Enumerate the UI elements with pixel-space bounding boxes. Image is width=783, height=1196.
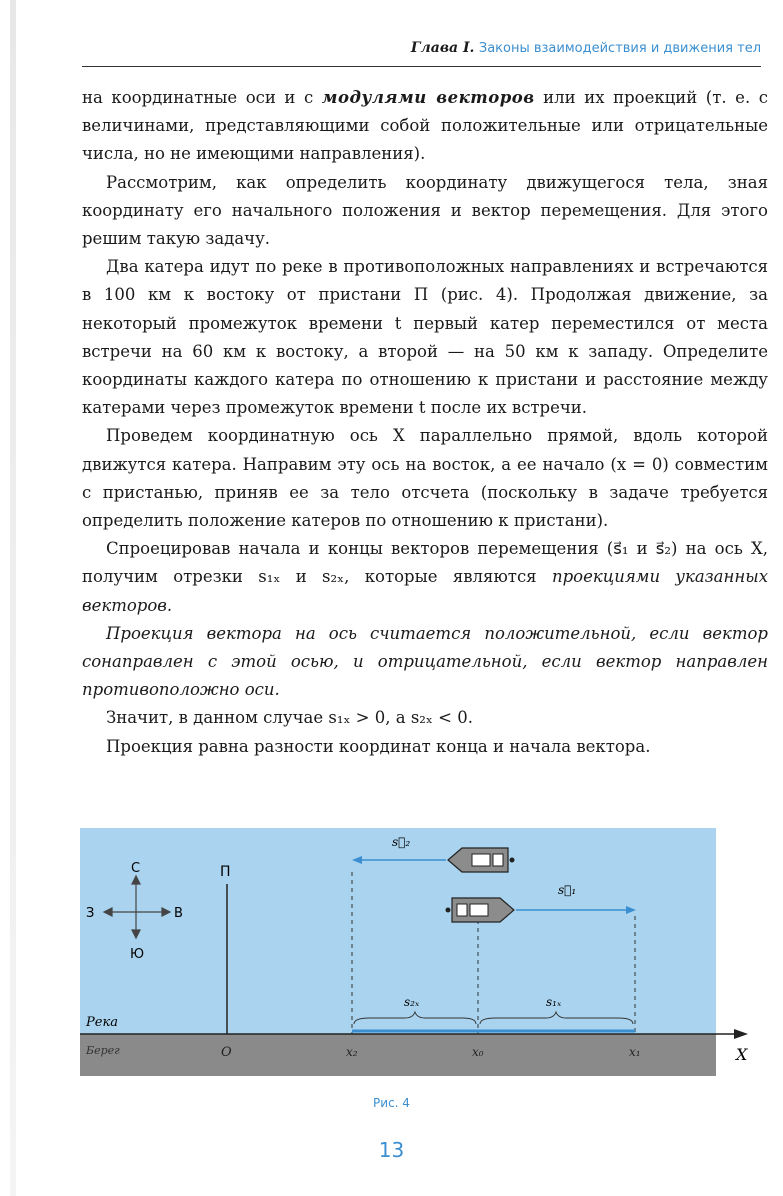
boat-2 [448, 848, 515, 872]
running-header [82, 40, 761, 67]
x-axis-arrow [734, 1029, 748, 1039]
x2-label: x₂ [346, 1045, 358, 1059]
chapter-title: Законы взаимодействия и движения тел [478, 41, 761, 56]
compass-north-label: С [131, 861, 141, 876]
chapter-number: Глава I. [410, 40, 475, 56]
p1-emphasis: модулями векторов [321, 88, 535, 107]
paragraph-7: Значит, в данном случае s₁ₓ > 0, а s₂ₓ < 0. [106, 708, 473, 728]
p1-text-b: или их проекций (т. е. с величинами, представляющими собой положительные или отрицательные числа, но не имеющими направления). [82, 88, 768, 164]
x1-label: x₁ [629, 1045, 641, 1059]
p1-text-a: на координатные оси и с [82, 88, 322, 107]
s1-label: s⃗₁ [558, 883, 577, 897]
page-number: 13 [378, 1138, 405, 1162]
x-axis-label: X [736, 1045, 748, 1064]
figure-4 [80, 828, 770, 1078]
s2x-label: s₂ₓ [404, 995, 420, 1009]
body-text [82, 84, 768, 761]
paragraph-4: Проведем координатную ось X параллельно прямой, вдоль которой движутся катера. Направим эту ось на восток, а ее начало (x = 0) совместим с пристанью, приняв ее за тело отсчета (поскольку в задаче требуется определить положение катеров по отношению к пристани). [82, 426, 768, 531]
shore-area [80, 1034, 716, 1076]
x0-label: x₀ [472, 1045, 484, 1059]
paragraph-3: Два катера идут по реке в противоположных направлениях и встречаются в 100 км к востоку от пристани П (рис. 4). Продолжая движение, за некоторый промежуток времени t первый катер переместился от места встречи на 60 км к востоку, а второй — на 50 км к западу. Определите координаты каждого катера по отношению к пристани и расстояние между катерами через промежуток времени t после их встречи. [82, 257, 768, 418]
s1x-label: s₁ₓ [546, 995, 562, 1009]
river-label: Река [86, 1015, 118, 1030]
compass-west-label: З [86, 906, 95, 921]
paragraph-6-definition: Проекция вектора на ось считается положительной, если вектор сонаправлен с этой осью, и отрицательной, если вектор направлен противоположно оси. [82, 623, 768, 700]
river-area [80, 828, 716, 1034]
p5-text: Спроецировав начала и концы векторов перемещения (s⃗₁ и s⃗₂) на ось X, получим отрезки s₁ₓ и s₂ₓ, которые являются [82, 539, 768, 587]
origin-label: O [221, 1045, 232, 1060]
compass-south-label: Ю [130, 947, 145, 962]
boat-1 [446, 898, 515, 922]
s2-label: s⃗₂ [392, 835, 411, 849]
figure-caption: Рис. 4 [373, 1096, 410, 1110]
page-edge-shadow [10, 0, 16, 1196]
shore-label: Берег [86, 1044, 120, 1057]
paragraph-2: Рассмотрим, как определить координату движущегося тела, зная координату его начального положения и вектор перемещения. Для этого решим такую задачу. [82, 172, 768, 249]
pier-label: П [220, 864, 231, 880]
p5-emphasis: проекциями указанных векторов. [82, 567, 769, 615]
compass-east-label: В [174, 906, 183, 921]
paragraph-5 [82, 535, 768, 620]
paragraph-8: Проекция равна разности координат конца и начала вектора. [106, 736, 651, 756]
paragraph-1 [82, 84, 768, 169]
